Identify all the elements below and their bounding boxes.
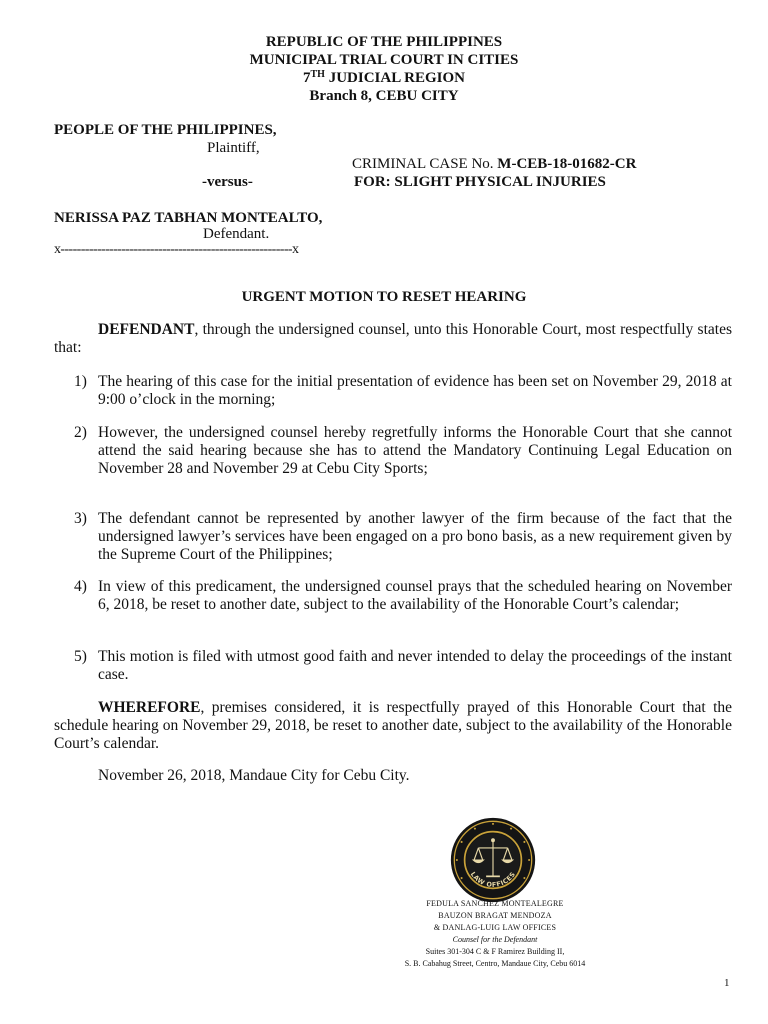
list-item bbox=[76, 648, 732, 684]
versus-label: -versus- bbox=[202, 174, 253, 190]
header-region-suffix: TH bbox=[310, 69, 325, 80]
defendant-role: Defendant. bbox=[203, 226, 270, 242]
address-line-1: Suites 301-304 C & F Ramirez Building II, bbox=[425, 947, 565, 956]
counsel-role: Counsel for the Defendant bbox=[452, 935, 538, 944]
list-item bbox=[76, 424, 732, 478]
list-item-text: This motion is filed with utmost good faith and never intended to delay the proceedings of the instant case. bbox=[98, 648, 732, 683]
offense-line bbox=[354, 173, 606, 191]
prayer-text: , premises considered, it is respectfully prayed of this Honorable Court that the schedule hearing on November 29, 2018, be reset to another date, subject to the availability of the Honorable Court’s calendar. bbox=[54, 699, 732, 752]
date-place: November 26, 2018, Mandaue City for Cebu City. bbox=[98, 767, 410, 784]
case-label: CRIMINAL CASE No. bbox=[352, 156, 498, 172]
case-number: M-CEB-18-01682-CR bbox=[497, 156, 637, 172]
list-item-number: 4) bbox=[74, 578, 87, 595]
list-item-text: The hearing of this case for the initial presentation of evidence has been set on November 29, 2018 at 9:00 o’clock in the morning; bbox=[98, 373, 732, 408]
intro-lead: DEFENDANT bbox=[98, 321, 195, 338]
list-item bbox=[76, 578, 732, 614]
list-item-text: However, the undersigned counsel hereby regretfully informs the Honorable Court that she cannot attend the said hearing because she has to attend the Mandatory Continuing Legal Education on November 28 and November 29 at Cebu City Sports; bbox=[98, 424, 732, 477]
for-label: FOR: bbox=[354, 174, 395, 190]
header-region-number: 7 bbox=[303, 70, 311, 86]
law-office-seal bbox=[450, 817, 536, 903]
plaintiff-name: PEOPLE OF THE PHILIPPINES, bbox=[54, 122, 277, 138]
header-republic: REPUBLIC OF THE PHILIPPINES bbox=[265, 34, 503, 50]
firm-name-line-1: FEDULA SANCHEZ MONTEALEGRE bbox=[426, 899, 564, 908]
seal-text: LAW OFFICES bbox=[468, 870, 518, 889]
plaintiff-role: Plaintiff, bbox=[207, 140, 260, 156]
defendant-name: NERISSA PAZ TABHAN MONTEALTO, bbox=[54, 210, 323, 226]
list-item-number: 2) bbox=[74, 424, 87, 441]
prayer-paragraph bbox=[54, 699, 732, 753]
list-item-number: 1) bbox=[74, 373, 87, 390]
intro-text: , through the undersigned counsel, unto this Honorable Court, most respectfully states that: bbox=[54, 321, 732, 356]
case-number-line bbox=[352, 155, 636, 173]
intro-paragraph bbox=[54, 321, 732, 357]
header-court: MUNICIPAL TRIAL COURT IN CITIES bbox=[249, 52, 519, 68]
list-item-number: 5) bbox=[74, 648, 87, 665]
caption-separator: x---------------------------------------------------------x bbox=[54, 242, 299, 257]
offense: SLIGHT PHYSICAL INJURIES bbox=[394, 174, 606, 190]
list-item-text: The defendant cannot be represented by another lawyer of the firm because of the fact that the undersigned lawyer’s services have been engaged on a pro bono basis, as a new requirement given by the Supreme Court of the Philippines; bbox=[98, 510, 732, 563]
firm-name-line-3: & DANLAG-LUIG LAW OFFICES bbox=[433, 923, 557, 932]
page-number: 1 bbox=[724, 977, 730, 989]
address-line-2: S. B. Cabahug Street, Centro, Mandaue City, Cebu 6014 bbox=[404, 959, 586, 968]
header-branch: Branch 8, CEBU CITY bbox=[309, 88, 459, 104]
list-item-text: In view of this predicament, the undersigned counsel prays that the scheduled hearing on November 6, 2018, be reset to another date, subject to the availability of the Honorable Court’s calendar; bbox=[98, 578, 732, 613]
list-item bbox=[76, 510, 732, 564]
prayer-lead: WHEREFORE bbox=[98, 699, 201, 716]
header-region bbox=[0, 69, 768, 87]
header-region-text: JUDICIAL REGION bbox=[324, 70, 465, 86]
list-item bbox=[76, 373, 732, 409]
motion-title: URGENT MOTION TO RESET HEARING bbox=[241, 289, 527, 305]
list-item-number: 3) bbox=[74, 510, 87, 527]
firm-name-line-2: BAUZON BRAGAT MENDOZA bbox=[438, 911, 552, 920]
